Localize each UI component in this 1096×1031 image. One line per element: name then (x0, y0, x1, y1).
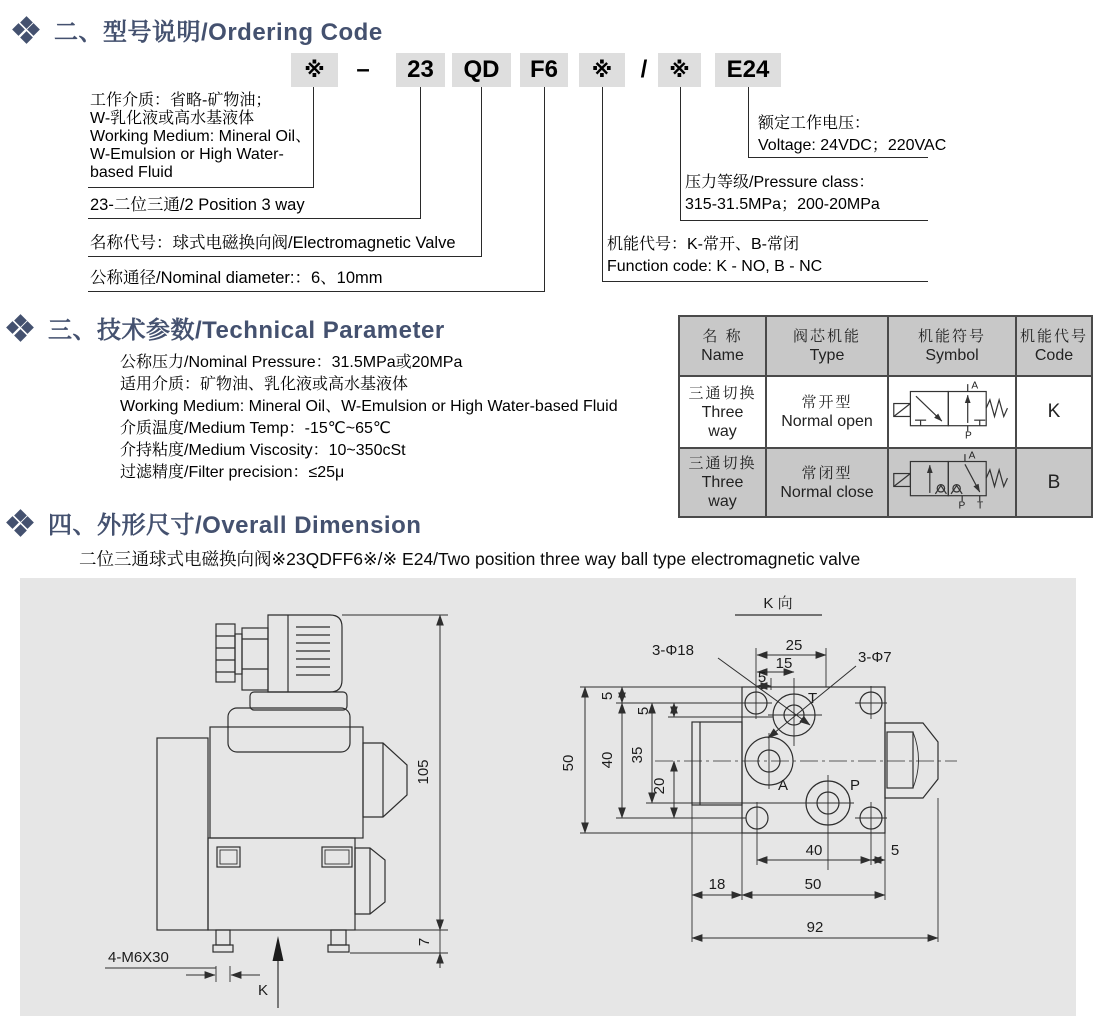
code-segment-function: ※ (579, 53, 625, 87)
dim-top-25: 25 (785, 637, 803, 654)
side-view-drawing (105, 615, 448, 1008)
dim-left-35: 35 (629, 746, 646, 764)
k-view-bottom-dimensions (692, 798, 938, 942)
diamond-bullet-icon (14, 18, 38, 42)
port-t-label: T (976, 500, 984, 511)
k-view-drawing (560, 595, 957, 942)
section-technical-heading (8, 310, 445, 345)
param-line: 公称压力/Nominal Pressure：31.5MPa或20MPa (120, 354, 463, 371)
header-zh: 机能符号 (917, 328, 986, 345)
header-zh: 名 称 (702, 328, 743, 345)
dim-bottom-40: 40 (805, 842, 823, 859)
callout-position-way: 23-二位三通/2 Position 3 way (90, 196, 305, 214)
drawing-caption: 二位三通球式电磁换向阀※23QDFF6※/※ E24/Two position three way ball type electromagnetic valve (79, 549, 861, 569)
callout-line: 315-31.5MPa；200-20MPa (685, 196, 880, 213)
cell-line: 三通切换 (688, 384, 757, 402)
port-t-label: T (808, 690, 818, 707)
callout-line: 工作介质：省略-矿物油； (90, 92, 272, 109)
view-arrow-label: K (258, 982, 269, 999)
callout-line: W-Emulsion or High Water- (90, 146, 284, 163)
port-a-label: A (971, 380, 979, 392)
valve-symbol-normal-close (891, 449, 1013, 511)
dimension-drawings (20, 578, 1076, 1016)
technical-parameter-list (120, 352, 618, 484)
table-header-code (1016, 316, 1092, 376)
callout-voltage (758, 113, 946, 157)
header-zh: 阀芯机能 (792, 328, 861, 345)
dim-height-105: 105 (415, 759, 432, 785)
dim-bottom-5: 5 (890, 842, 900, 859)
callout-function-code (607, 234, 822, 278)
diamond-bullet-icon (8, 511, 32, 535)
cell-line: way (708, 422, 737, 440)
function-table (678, 315, 1093, 518)
cell-line: Three (701, 474, 744, 491)
code-segment-f6: F6 (520, 53, 568, 87)
dim-bottom-92: 92 (806, 919, 824, 936)
port-a-label: A (778, 777, 789, 794)
cell-line: 三通切换 (688, 455, 757, 472)
k-view-top-dimensions (757, 637, 826, 690)
dim-left-20: 20 (651, 777, 668, 795)
callout-line: Voltage: 24VDC；220VAC (758, 137, 947, 154)
header-zh: 机能代号 (1019, 328, 1088, 345)
cell-line: 常闭型 (801, 464, 853, 482)
code-segment-e24: E24 (715, 53, 781, 87)
bolt-spec-label: 4-M6X30 (108, 949, 169, 966)
callout-pressure-class (685, 172, 880, 216)
header-en: Symbol (925, 347, 979, 364)
cell-line: 常开型 (801, 394, 853, 411)
table-cell-code-k: K (1016, 376, 1092, 448)
cell-line: way (708, 493, 737, 510)
table-header-type (766, 316, 888, 376)
callout-line: 压力等级/Pressure class： (685, 174, 875, 191)
dim-base-7: 7 (416, 937, 433, 947)
dim-left-5a: 5 (599, 691, 616, 701)
dim-top-15: 15 (775, 655, 793, 672)
callout-nominal-diameter: 公称通径/Nominal diameter:：6、10mm (90, 269, 383, 287)
header-en: Name (701, 347, 744, 364)
hole-label-phi18: 3-Φ18 (652, 642, 694, 659)
section-dimension-title: 四、外形尺寸/Overall Dimension (48, 512, 422, 539)
table-cell-type-b (766, 448, 888, 517)
hole-label-phi7: 3-Φ7 (858, 649, 892, 666)
header-en: Code (1034, 347, 1074, 364)
k-view-title: K 向 (763, 595, 793, 612)
param-line: 过滤精度/Filter precision：≤25μ (120, 464, 345, 481)
dim-bottom-50: 50 (804, 876, 822, 893)
callout-line: W-乳化液或高水基液体 (90, 110, 255, 127)
callout-line: based Fluid (90, 164, 173, 181)
section-ordering-title: 二、型号说明/Ordering Code (54, 19, 383, 46)
table-cell-name-k (679, 376, 766, 448)
port-p-label: P (964, 430, 972, 441)
table-cell-symbol-b (888, 448, 1016, 517)
code-segment-slash: / (640, 56, 648, 83)
param-line: 介质温度/Medium Temp：-15℃~65℃ (120, 420, 391, 437)
callout-line: Function code: K - NO, B - NC (607, 258, 823, 275)
code-segment-series: ※ (291, 53, 338, 87)
header-en: Type (809, 347, 845, 364)
section-ordering-heading (14, 12, 383, 47)
port-p-label: P (850, 777, 861, 794)
param-line: 介持粘度/Medium Viscosity：10~350cSt (120, 442, 406, 459)
port-a-label: A (968, 450, 976, 462)
table-header-symbol (888, 316, 1016, 376)
code-segment-pressure: ※ (658, 53, 701, 87)
table-cell-symbol-k (888, 376, 1016, 448)
dim-top-5: 5 (757, 669, 767, 686)
table-cell-code-b: B (1016, 448, 1092, 517)
callout-line: Working Medium: Mineral Oil、 (90, 128, 312, 145)
table-cell-type-k (766, 376, 888, 448)
code-segment-dash: – (356, 56, 370, 83)
callout-valve-name: 名称代号：球式电磁换向阀/Electromagnetic Valve (90, 234, 456, 252)
callout-line: 机能代号：K-常开、B-常闭 (607, 236, 800, 253)
port-p-label: P (958, 500, 966, 511)
param-line: Working Medium: Mineral Oil、W-Emulsion or High Water-based Fluid (120, 398, 618, 415)
dim-bottom-18: 18 (708, 876, 726, 893)
code-segment-qd: QD (452, 53, 511, 87)
param-line: 适用介质：矿物油、乳化液或高水基液体 (120, 376, 409, 393)
diamond-bullet-icon (8, 316, 32, 340)
section-technical-title: 三、技术参数/Technical Parameter (48, 317, 445, 344)
dim-left-50: 50 (560, 754, 577, 772)
valve-symbol-normal-open (891, 379, 1013, 441)
dim-left-40: 40 (599, 751, 616, 769)
code-segment-23: 23 (396, 53, 445, 87)
callout-working-medium (90, 92, 311, 182)
dimension-drawing-panel (20, 578, 1076, 1016)
cell-line: Three (701, 403, 744, 421)
cell-line: Normal close (780, 483, 874, 501)
callout-line: 额定工作电压： (758, 115, 871, 132)
cell-line: Normal open (781, 413, 873, 430)
table-cell-name-b (679, 448, 766, 517)
table-header-name (679, 316, 766, 376)
section-dimension-heading (8, 505, 421, 540)
dim-left-5b: 5 (635, 706, 652, 716)
